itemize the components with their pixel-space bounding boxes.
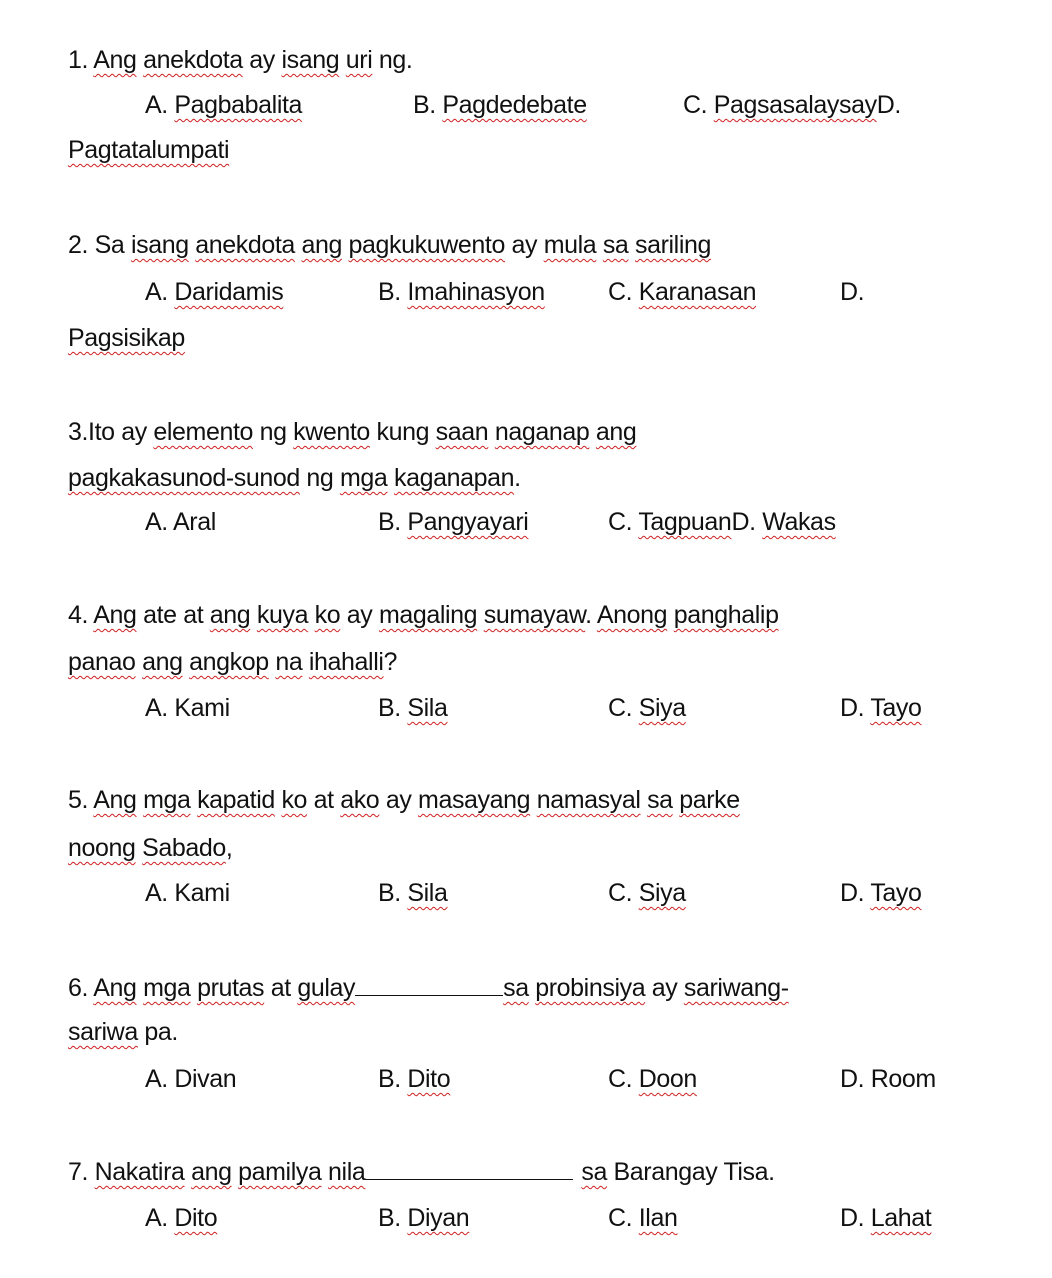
spellcheck-flagged-word: elemento <box>153 418 254 446</box>
spellcheck-flagged-word: pagkukuwento <box>348 231 505 259</box>
spellcheck-flagged-word: gulay <box>297 974 356 1002</box>
q7-option-a: A. Dito <box>145 1204 218 1232</box>
spellcheck-flagged-word: kaganapan <box>393 464 515 492</box>
spellcheck-flagged-word: pamilya <box>238 1158 322 1186</box>
q1-option-b: B. Pagdedebate <box>413 91 587 119</box>
spellcheck-flagged-word: ang <box>142 648 183 676</box>
spellcheck-flagged-word: Pagdedebate <box>442 91 587 119</box>
spellcheck-flagged-word: anekdota <box>195 231 295 259</box>
question-3-stem-line1: 3.Ito ay elemento ng kwento kung saan naganap ang <box>68 418 637 446</box>
q6-option-d: D. Room <box>840 1065 936 1093</box>
question-6-stem-line2: sariwa pa. <box>68 1018 178 1046</box>
spellcheck-flagged-word: Sila <box>407 879 448 907</box>
question-4-stem-line2: panao ang angkop na ihahalli? <box>68 648 398 676</box>
q1-option-d-text <box>68 135 229 165</box>
q3-option-d: D. Wakas <box>731 508 836 536</box>
spellcheck-flagged-word: ang <box>191 1158 232 1186</box>
spellcheck-flagged-word: panao <box>68 648 136 676</box>
q7-option-b: B. Diyan <box>378 1204 470 1232</box>
spellcheck-flagged-word: ang <box>595 418 637 446</box>
answer-blank <box>355 975 503 996</box>
spellcheck-flagged-word: Karanasan <box>638 278 757 306</box>
spellcheck-flagged-word: Pagsisikap <box>68 324 185 352</box>
q4-option-a: A. Kami <box>145 694 230 722</box>
spellcheck-flagged-word: ako <box>340 786 380 814</box>
spellcheck-flagged-word: masayang <box>418 786 531 814</box>
spellcheck-flagged-word: kwento <box>293 418 370 446</box>
spellcheck-flagged-word: sariwa <box>68 1018 138 1046</box>
spellcheck-flagged-word: sariwang- <box>683 974 789 1002</box>
spellcheck-flagged-word: Tayo <box>870 879 922 907</box>
spellcheck-flagged-word: sa <box>602 231 629 259</box>
q6-stem-part1: 6. Ang mga prutas at gulay <box>68 974 356 1002</box>
spellcheck-flagged-word: Sabado <box>142 834 226 862</box>
spellcheck-flagged-word: anekdota <box>143 46 243 74</box>
q4-option-d: D. Tayo <box>840 694 922 722</box>
spellcheck-flagged-word: magaling <box>378 601 478 629</box>
spellcheck-flagged-word: sariling <box>634 231 711 259</box>
spellcheck-flagged-word: mga <box>339 464 388 492</box>
spellcheck-flagged-word: ang <box>301 231 342 259</box>
question-6-stem-line1 <box>68 973 789 1003</box>
q1-option-c-d <box>683 90 901 120</box>
q5-option-c: C. Siya <box>608 879 686 907</box>
spellcheck-flagged-word: Daridamis <box>174 278 284 306</box>
spellcheck-flagged-word: Ang <box>93 46 137 74</box>
spellcheck-flagged-word: Pagbabalita <box>174 91 303 119</box>
question-2-stem: 2. Sa isang anekdota ang pagkukuwento ay mula sa sariling <box>68 231 711 259</box>
q6-stem-part2: sa probinsiya ay sariwang- <box>503 974 789 1002</box>
q2-option-d: D. <box>840 278 865 306</box>
spellcheck-flagged-word: Ilan <box>638 1204 678 1232</box>
spellcheck-flagged-word: Ang <box>93 974 137 1002</box>
spellcheck-flagged-word: Dito <box>174 1204 218 1232</box>
spellcheck-flagged-word: Dito <box>407 1065 451 1093</box>
spellcheck-flagged-word: probinsiya <box>535 974 646 1002</box>
question-5-stem-line2: noong Sabado, <box>68 834 233 862</box>
question-1-stem: 1. Ang anekdota ay isang uri ng. <box>68 46 413 74</box>
spellcheck-flagged-word: Tagpuan <box>638 508 732 536</box>
spellcheck-flagged-word: Pagtatalumpati <box>68 136 230 164</box>
spellcheck-flagged-word: Siya <box>638 879 686 907</box>
spellcheck-flagged-word: noong <box>68 834 136 862</box>
question-4-stem-line1: 4. Ang ate at ang kuya ko ay magaling sumayaw. Anong panghalip <box>68 601 779 629</box>
q1-option-d: D. <box>876 91 901 119</box>
spellcheck-flagged-word: Nakatira <box>94 1158 185 1186</box>
q4-option-c: C. Siya <box>608 694 686 722</box>
spellcheck-flagged-word: Anong <box>596 601 668 629</box>
spellcheck-flagged-word: Pangyayari <box>407 508 529 536</box>
spellcheck-flagged-word: ang <box>209 601 251 629</box>
spellcheck-flagged-word: nila <box>328 1158 366 1186</box>
question-3-stem-line2: pagkakasunod-sunod ng mga kaganapan. <box>68 464 521 492</box>
spellcheck-flagged-word: uri <box>345 46 373 74</box>
q3-option-b: B. Pangyayari <box>378 508 529 536</box>
spellcheck-flagged-word: namasyal <box>536 786 641 814</box>
spellcheck-flagged-word: prutas <box>197 974 265 1002</box>
question-5-stem-line1: 5. Ang mga kapatid ko at ako ay masayang namasyal sa parke <box>68 786 740 814</box>
q7-option-d: D. Lahat <box>840 1204 932 1232</box>
spellcheck-flagged-word: isang <box>281 46 340 74</box>
spellcheck-flagged-word: na <box>275 648 303 676</box>
spellcheck-flagged-word: Siya <box>638 694 686 722</box>
q2-option-c: C. Karanasan <box>608 278 757 306</box>
spellcheck-flagged-word: ihahalli <box>308 648 384 676</box>
q2-option-d-text <box>68 323 185 353</box>
q3-option-c-d <box>608 507 836 537</box>
spellcheck-flagged-word: isang <box>130 231 189 259</box>
spellcheck-flagged-word: mga <box>143 786 191 814</box>
q7-stem-part2: sa Barangay Tisa. <box>581 1158 775 1186</box>
spellcheck-flagged-word: ko <box>314 601 341 629</box>
q1-option-a: A. Pagbabalita <box>145 91 303 119</box>
spellcheck-flagged-word: Imahinasyon <box>407 278 545 306</box>
q5-option-a: A. Kami <box>145 879 230 907</box>
spellcheck-flagged-word: Diyan <box>407 1204 470 1232</box>
spellcheck-flagged-word: ko <box>281 786 308 814</box>
spellcheck-flagged-word: mga <box>143 974 191 1002</box>
q6-option-a: A. Divan <box>145 1065 237 1093</box>
q7-option-c: C. Ilan <box>608 1204 678 1232</box>
spellcheck-flagged-word: naganap <box>494 418 590 446</box>
spellcheck-flagged-word: sa <box>503 974 529 1002</box>
q5-option-d: D. Tayo <box>840 879 922 907</box>
spellcheck-flagged-word: Pagsasalaysay <box>713 91 877 119</box>
spellcheck-flagged-word: saan <box>435 418 489 446</box>
spellcheck-flagged-word: pagkakasunod-sunod <box>68 464 300 492</box>
q3-option-c: C. Tagpuan <box>608 508 732 536</box>
spellcheck-flagged-word: Wakas <box>762 508 836 536</box>
spellcheck-flagged-word: angkop <box>189 648 269 676</box>
spellcheck-flagged-word: sa <box>647 786 673 814</box>
spellcheck-flagged-word: Sila <box>407 694 448 722</box>
spellcheck-flagged-word: sumayaw <box>483 601 586 629</box>
spellcheck-flagged-word: panghalip <box>673 601 779 629</box>
q5-option-b: B. Sila <box>378 879 448 907</box>
spellcheck-flagged-word: Lahat <box>870 1204 932 1232</box>
q2-option-a: A. Daridamis <box>145 278 284 306</box>
answer-blank <box>365 1159 573 1180</box>
spellcheck-flagged-word: parke <box>679 786 740 814</box>
spellcheck-flagged-word: Ang <box>93 786 137 814</box>
spellcheck-flagged-word: kuya <box>256 601 309 629</box>
question-7-stem <box>68 1157 775 1187</box>
q1-option-c: C. Pagsasalaysay <box>683 91 877 119</box>
q6-option-c: C. Doon <box>608 1065 697 1093</box>
spellcheck-flagged-word: sa <box>581 1158 607 1186</box>
q6-option-b: B. Dito <box>378 1065 451 1093</box>
q3-option-a: A. Aral <box>145 508 216 536</box>
spellcheck-flagged-word: mula <box>543 231 597 259</box>
q7-stem-part1: 7. Nakatira ang pamilya nila <box>68 1158 366 1186</box>
spellcheck-flagged-word: kapatid <box>197 786 275 814</box>
spellcheck-flagged-word: Doon <box>638 1065 697 1093</box>
q2-option-b: B. Imahinasyon <box>378 278 545 306</box>
spellcheck-flagged-word: Tayo <box>870 694 922 722</box>
q4-option-b: B. Sila <box>378 694 448 722</box>
spellcheck-flagged-word: Ang <box>93 601 137 629</box>
